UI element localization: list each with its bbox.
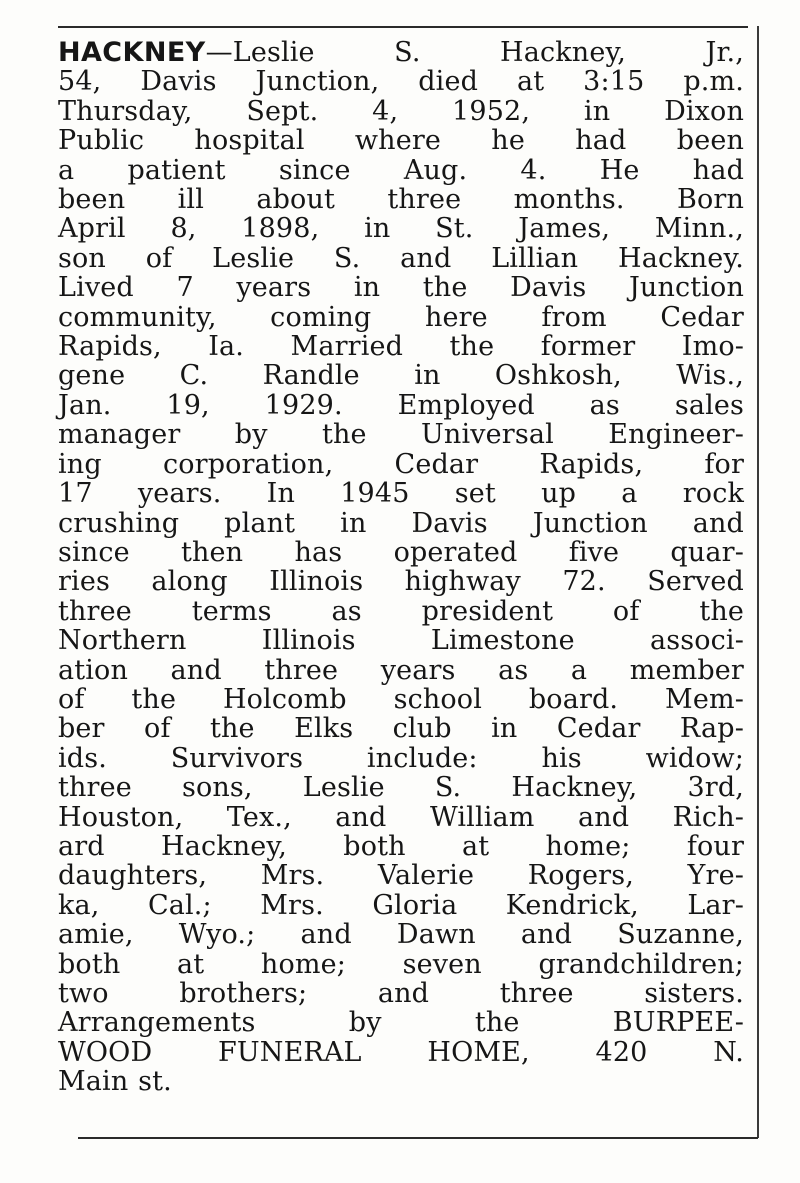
obituary-line: Jan. 19, 1929. Employed as sales [58, 389, 744, 421]
obituary-line: since then has operated five quar- [58, 536, 744, 568]
obituary-line: ard Hackney, both at home; four [58, 830, 744, 862]
obituary-line: ber of the Elks club in Cedar Rap- [58, 713, 744, 745]
top-column-rule [58, 26, 748, 28]
obituary-line: ation and three years as a member [58, 654, 744, 686]
obituary-line: HACKNEY—Leslie S. Hackney, Jr., [58, 37, 744, 68]
obituary-text [58, 38, 744, 1097]
obituary-line: son of Leslie S. and Lillian Hackney. [58, 242, 744, 274]
obituary-line: Rapids, Ia. Married the former Imo- [58, 331, 744, 363]
obituary-line: a patient since Aug. 4. He had [58, 154, 744, 186]
obituary-line: been ill about three months. Born [58, 184, 744, 216]
obituary-line: ries along Illinois highway 72. Served [58, 566, 744, 598]
obituary-line: Main st. [58, 1066, 172, 1098]
obituary-line: manager by the Universal Engineer- [58, 419, 744, 451]
obituary-line: WOOD FUNERAL HOME, 420 N. [58, 1036, 744, 1068]
obituary-line: amie, Wyo.; and Dawn and Suzanne, [58, 919, 744, 951]
obituary-headword: HACKNEY [58, 37, 206, 68]
obituary-line: Lived 7 years in the Davis Junction [58, 272, 744, 304]
obituary-line: daughters, Mrs. Valerie Rogers, Yre- [58, 860, 744, 892]
obituary-line: gene C. Randle in Oshkosh, Wis., [58, 360, 744, 392]
obituary-line: both at home; seven grandchildren; [58, 948, 744, 980]
obituary-line: Thursday, Sept. 4, 1952, in Dixon [58, 95, 744, 127]
right-column-rule [757, 26, 759, 1138]
bottom-column-rule [78, 1137, 758, 1139]
obituary-line: three terms as president of the [58, 595, 744, 627]
obituary-line: 17 years. In 1945 set up a rock [58, 478, 744, 510]
obituary-line: Houston, Tex., and William and Rich- [58, 801, 744, 833]
obituary-line: community, coming here from Cedar [58, 301, 744, 333]
obituary-line: of the Holcomb school board. Mem- [58, 683, 744, 715]
obituary-line: 54, Davis Junction, died at 3:15 p.m. [58, 66, 744, 98]
obituary-line: ing corporation, Cedar Rapids, for [58, 448, 744, 480]
obituary-line: crushing plant in Davis Junction and [58, 507, 744, 539]
obituary-line: three sons, Leslie S. Hackney, 3rd, [58, 772, 744, 804]
obituary-line: Public hospital where he had been [58, 125, 744, 157]
obituary-line: ids. Survivors include: his widow; [58, 742, 744, 774]
obituary-line: April 8, 1898, in St. James, Minn., [58, 213, 744, 245]
obituary-line: ka, Cal.; Mrs. Gloria Kendrick, Lar- [58, 889, 744, 921]
obituary-line: Northern Illinois Limestone associ- [58, 625, 744, 657]
obituary-line: Arrangements by the BURPEE- [58, 1007, 744, 1039]
obituary-line: two brothers; and three sisters. [58, 978, 744, 1009]
